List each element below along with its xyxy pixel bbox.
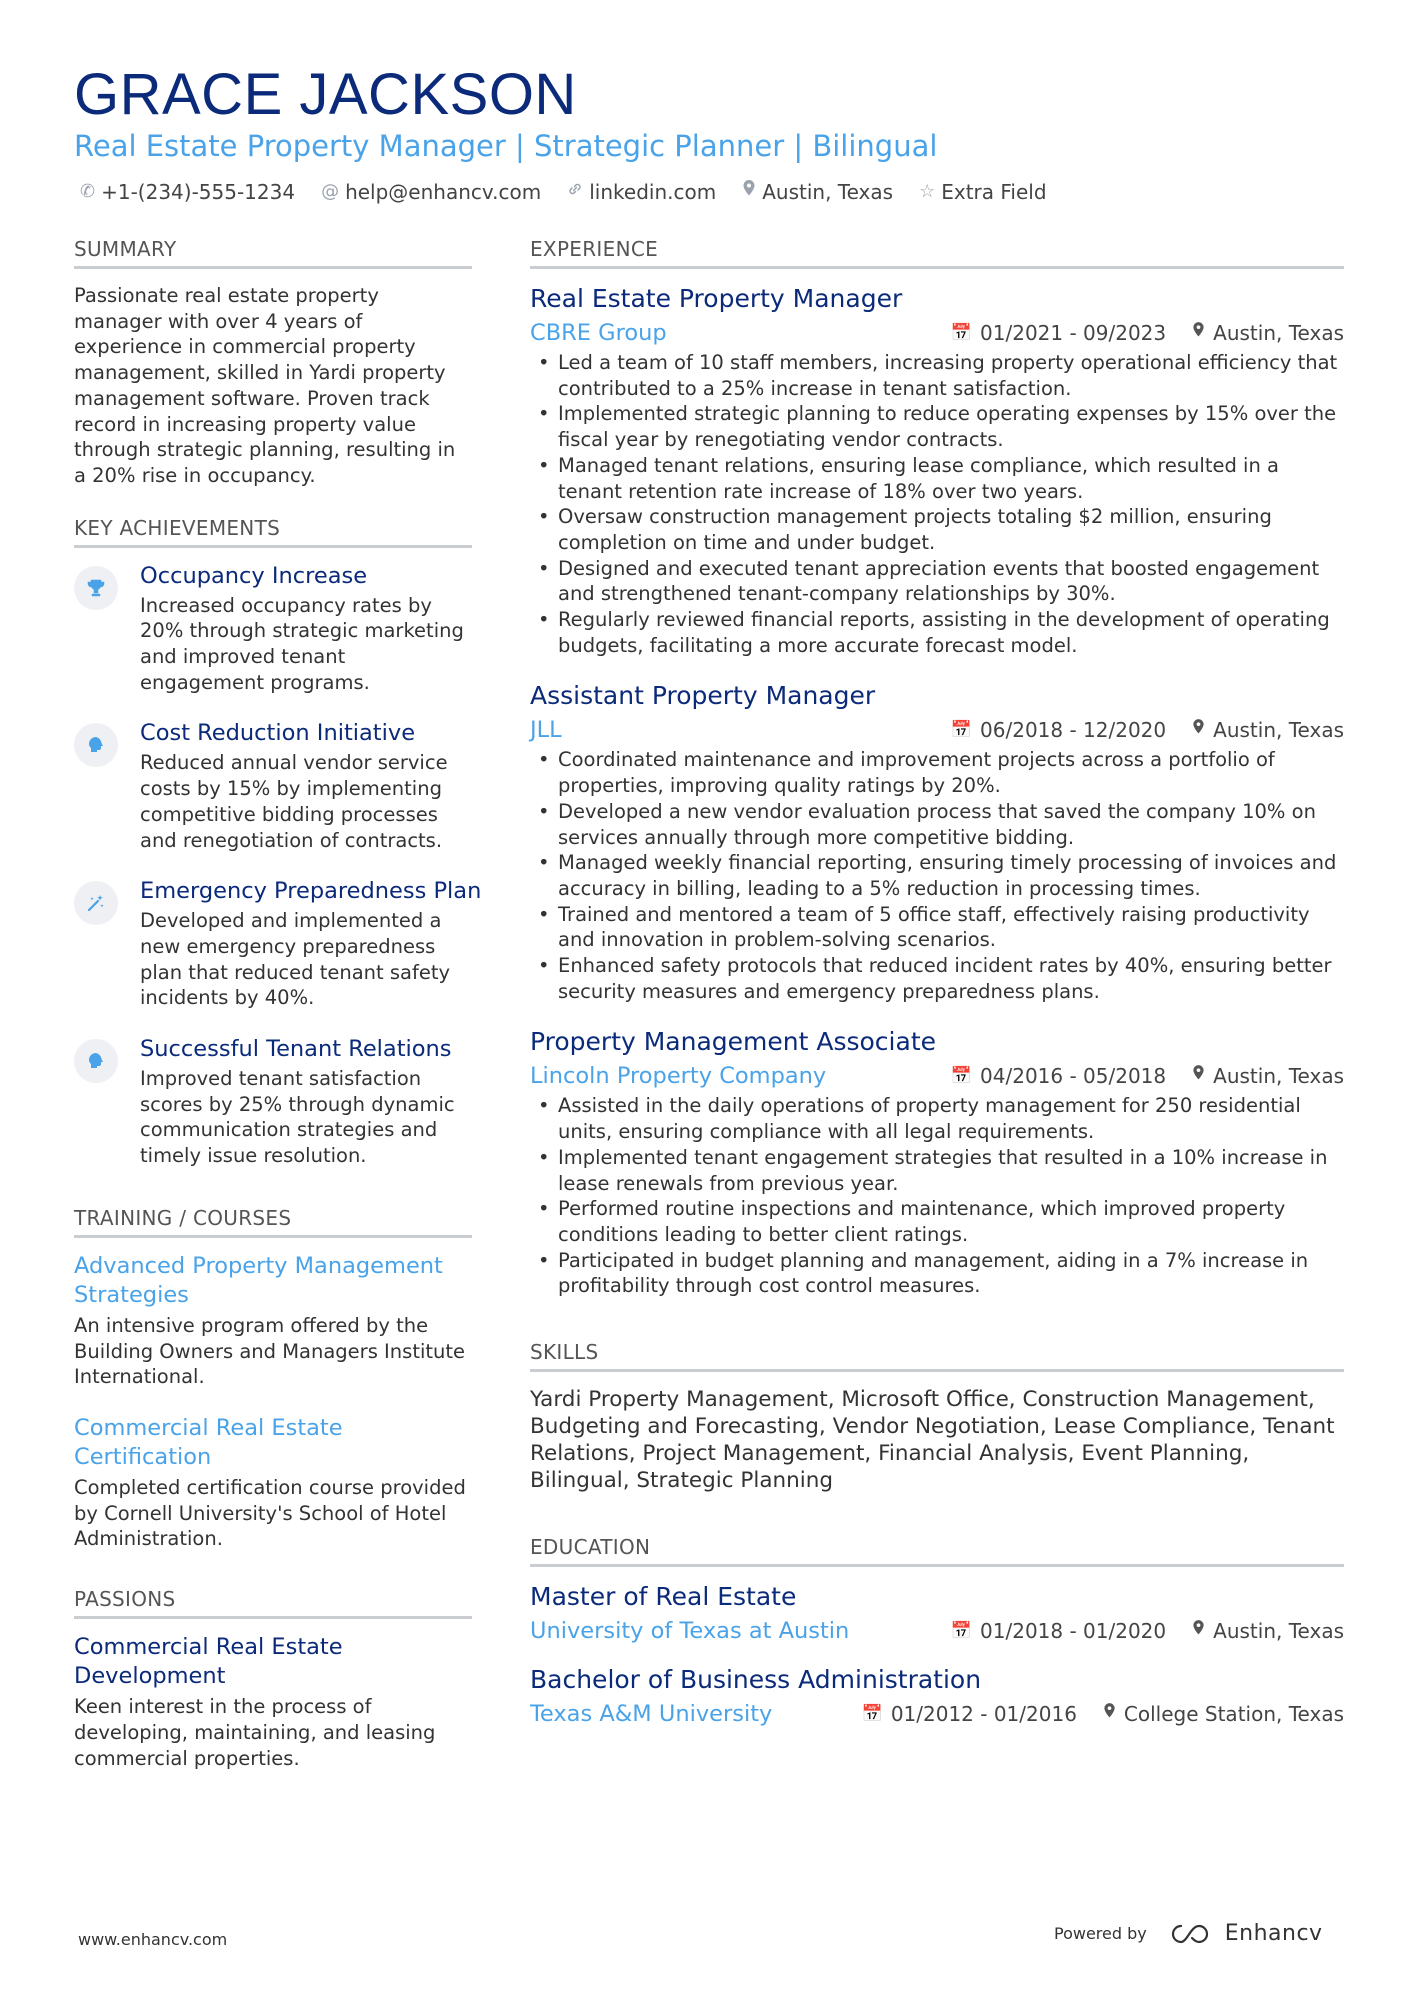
job-role: Property Management Associate <box>530 1027 937 1057</box>
job-bullet: • Participated in budget planning and management, aiding in a 7% increase in profitability through cost control measures. <box>558 1248 1344 1299</box>
powered-by-label: Powered by <box>1054 1924 1147 1943</box>
passion-item <box>74 1633 472 1771</box>
job-bullet: • Implemented strategic planning to reduce operating expenses by 15% over the fiscal year by renegotiating vendor contracts. <box>558 401 1344 452</box>
skills-text: Yardi Property Management, Microsoft Office, Construction Management, Budgeting and Forecasting, Vendor Negotiation, Lease Compliance, Tenant Relations, Project Management, Financial Analysis, Event Planning, Bilingual, Strategic Planning <box>530 1387 1335 1494</box>
at-icon: @ <box>321 181 340 202</box>
job-bullet: • Designed and executed tenant appreciation events that boosted engagement and strengthened tenant-company relationships by 30%. <box>558 556 1344 607</box>
achievement-item <box>74 1035 472 1169</box>
experience-entry <box>530 283 1344 658</box>
contact-linkedin[interactable] <box>567 178 716 206</box>
experience-entry <box>530 1026 1344 1299</box>
achievements-heading: KEY ACHIEVEMENTS <box>74 515 472 548</box>
summary-heading: SUMMARY <box>74 236 472 269</box>
summary-text: Passionate real estate property manager with over 4 years of experience in commercial property management, skilled in Yardi property management software. Proven track record in increasing property value through strategic planning, resulting in a 20% rise in occupancy. <box>74 284 456 487</box>
contact-email[interactable] <box>321 178 541 206</box>
location-icon <box>1192 1617 1205 1645</box>
link-icon <box>567 178 583 206</box>
trophy-icon <box>74 566 118 610</box>
contact-extra <box>919 178 1046 206</box>
job-bullets <box>530 350 1344 658</box>
achievement-item <box>74 877 482 1011</box>
education-school: University of Texas at Austin <box>530 1618 850 1645</box>
achievement-item <box>74 719 472 853</box>
job-dates: 01/2021 - 09/2023 <box>980 321 1167 345</box>
education-degree: Bachelor of Business Administration <box>530 1665 982 1695</box>
job-company: JLL <box>530 717 562 744</box>
location-icon <box>1192 319 1205 347</box>
contact-location <box>742 178 893 206</box>
contact-bar <box>80 178 1047 206</box>
calendar-icon: 📅 <box>861 1704 883 1725</box>
location-icon <box>1192 1062 1205 1090</box>
location-icon <box>1192 716 1205 744</box>
experience-entry <box>530 680 1344 1004</box>
achievement-title: Emergency Preparedness Plan <box>140 878 482 905</box>
job-bullet: • Oversaw construction management projects totaling $2 million, ensuring completion on time and under budget. <box>558 504 1344 555</box>
contact-phone[interactable] <box>80 178 295 206</box>
achievement-title: Occupancy Increase <box>140 562 368 589</box>
course-text: Completed certification course provided by Cornell University's School of Hotel Administration. <box>74 1475 466 1551</box>
experience-heading: EXPERIENCE <box>530 236 1344 269</box>
magic-wand-icon <box>74 881 118 925</box>
achievement-text: Developed and implemented a new emergency preparedness plan that reduced tenant safety incidents by 40%. <box>140 909 451 1010</box>
skills-heading: SKILLS <box>530 1339 1344 1372</box>
education-dates: 01/2018 - 01/2020 <box>980 1619 1167 1644</box>
infinity-logo-icon <box>1169 1922 1215 1946</box>
course-text: An intensive program offered by the Building Owners and Managers Institute International. <box>74 1313 466 1389</box>
education-entry <box>530 1664 1344 1729</box>
job-role: Real Estate Property Manager <box>530 284 903 313</box>
achievement-text: Improved tenant satisfaction scores by 25% through dynamic communication strategies and timely issue resolution. <box>140 1067 455 1168</box>
job-location: Austin, Texas <box>1213 718 1344 743</box>
footer-powered <box>1054 1921 1323 1946</box>
job-bullet: • Trained and mentored a team of 5 office staff, effectively raising productivity and innovation in problem-solving scenarios. <box>558 902 1344 953</box>
job-bullet: • Implemented tenant engagement strategies that resulted in a 10% increase in lease renewals from previous year. <box>558 1145 1344 1196</box>
course-item <box>74 1252 472 1390</box>
job-company: Lincoln Property Company <box>530 1063 827 1090</box>
enhancv-logo[interactable] <box>1169 1921 1323 1946</box>
job-bullet: • Regularly reviewed financial reports, assisting in the development of operating budgets, facilitating a more accurate forecast model. <box>558 607 1344 658</box>
contact-phone-text: +1-(234)-555-1234 <box>101 180 296 204</box>
job-bullet: • Performed routine inspections and maintenance, which improved property conditions leading to better client ratings. <box>558 1196 1344 1247</box>
contact-linkedin-text: linkedin.com <box>589 180 717 204</box>
job-bullet: • Enhanced safety protocols that reduced incident rates by 40%, ensuring better security measures and emergency preparedness plans. <box>558 953 1344 1004</box>
candidate-name: GRACE JACKSON <box>74 62 577 127</box>
footer-website[interactable]: www.enhancv.com <box>78 1930 228 1949</box>
course-item <box>74 1414 472 1552</box>
brain-icon <box>74 1039 118 1083</box>
location-icon <box>1103 1700 1116 1728</box>
course-title: Commercial Real Estate Certification <box>74 1414 343 1470</box>
contact-location-text: Austin, Texas <box>762 180 894 204</box>
job-bullet: • Managed weekly financial reporting, ensuring timely processing of invoices and accuracy in billing, leading to a 5% reduction in processing times. <box>558 850 1344 901</box>
calendar-icon: 📅 <box>950 1621 973 1642</box>
education-location: Austin, Texas <box>1213 1619 1344 1644</box>
achievement-item <box>74 562 472 696</box>
brain-icon <box>74 723 118 767</box>
job-dates: 04/2016 - 05/2018 <box>980 1064 1167 1089</box>
left-column <box>74 236 482 1771</box>
job-role: Assistant Property Manager <box>530 681 876 711</box>
job-location: Austin, Texas <box>1213 1064 1344 1089</box>
contact-email-text: help@enhancv.com <box>345 180 542 204</box>
education-degree: Master of Real Estate <box>530 1582 797 1612</box>
passions-heading: PASSIONS <box>74 1586 472 1619</box>
job-bullet: • Led a team of 10 staff members, increasing property operational efficiency that contributed to a 25% increase in tenant satisfaction. <box>558 350 1344 401</box>
achievement-text: Increased occupancy rates by 20% through strategic marketing and improved tenant engagement programs. <box>140 593 464 694</box>
job-dates: 06/2018 - 12/2020 <box>980 718 1167 743</box>
education-dates: 01/2012 - 01/2016 <box>890 1702 1077 1727</box>
job-company: CBRE Group <box>530 320 667 346</box>
job-bullets <box>530 747 1344 1004</box>
course-title: Advanced Property Management Strategies <box>74 1252 443 1308</box>
star-icon: ☆ <box>919 181 936 202</box>
education-heading: EDUCATION <box>530 1534 1344 1567</box>
education-school: Texas A&M University <box>530 1701 773 1728</box>
calendar-icon: 📅 <box>950 1066 973 1087</box>
candidate-title: Real Estate Property Manager | Strategic Planner | Bilingual <box>74 129 938 163</box>
job-location: Austin, Texas <box>1213 321 1344 345</box>
job-bullet: • Developed a new vendor evaluation process that saved the company 10% on services annually through more competitive bidding. <box>558 799 1344 850</box>
calendar-icon: 📅 <box>950 323 973 343</box>
job-bullets <box>530 1093 1344 1299</box>
right-column <box>530 236 1344 1747</box>
phone-icon: ✆ <box>80 181 96 202</box>
calendar-icon: 📅 <box>950 720 973 741</box>
education-location: College Station, Texas <box>1123 1702 1344 1727</box>
passion-title: Commercial Real Estate Development <box>74 1634 343 1690</box>
job-bullet: • Managed tenant relations, ensuring lease compliance, which resulted in a tenant retention rate increase of 18% over two years. <box>558 453 1344 504</box>
location-icon <box>742 178 756 206</box>
achievement-title: Successful Tenant Relations <box>140 1036 452 1063</box>
brand-name: Enhancv <box>1224 1921 1323 1946</box>
achievement-title: Cost Reduction Initiative <box>140 720 416 747</box>
passion-text: Keen interest in the process of developing, maintaining, and leasing commercial properties. <box>74 1695 436 1770</box>
achievement-text: Reduced annual vendor service costs by 15% by implementing competitive bidding processes and renegotiation of contracts. <box>140 751 448 852</box>
job-bullet: • Assisted in the daily operations of property management for 250 residential units, ensuring compliance with all legal requirements. <box>558 1093 1344 1144</box>
education-entry <box>530 1581 1344 1646</box>
contact-extra-text: Extra Field <box>941 180 1047 204</box>
training-heading: TRAINING / COURSES <box>74 1205 472 1238</box>
job-bullet: • Coordinated maintenance and improvement projects across a portfolio of properties, improving quality ratings by 20%. <box>558 747 1344 798</box>
